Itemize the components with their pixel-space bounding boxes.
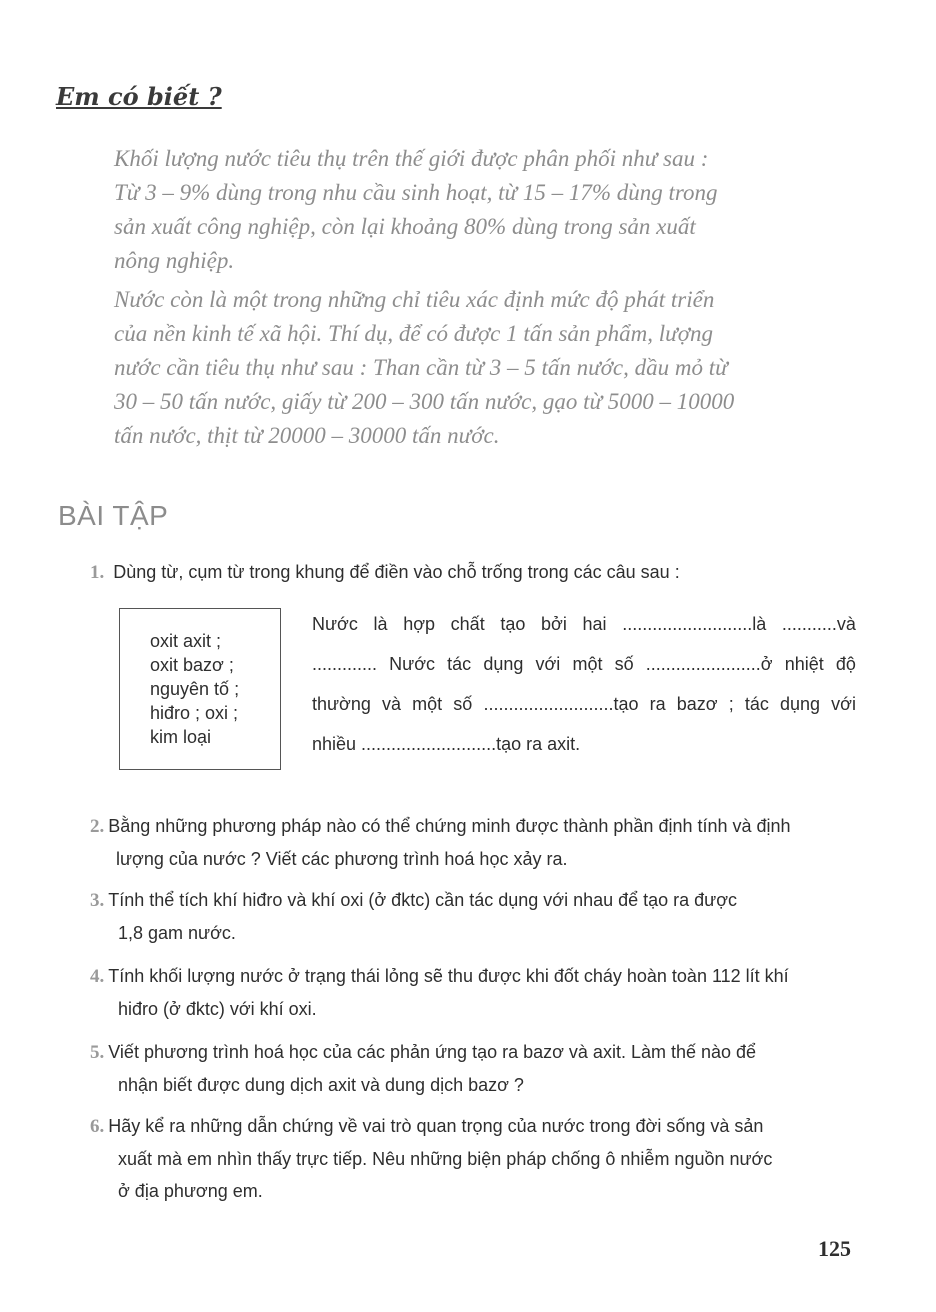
info-box-title: Em có biết ? bbox=[56, 82, 222, 111]
word: ............. bbox=[312, 654, 378, 674]
text-line: tấn nước, thịt từ 20000 – 30000 tấn nước. bbox=[114, 423, 500, 448]
word: với bbox=[831, 694, 856, 714]
page-number: 125 bbox=[818, 1236, 851, 1261]
fill-in-line bbox=[312, 734, 856, 755]
exercise-text: Hãy kể ra những dẫn chứng về vai trò quan trọng của nước trong đời sống và sản bbox=[108, 1116, 764, 1136]
exercise-text: 1,8 gam nước. bbox=[118, 923, 236, 943]
exercise-text: Viết phương trình hoá học của các phản ứng tạo ra bazơ và axit. Làm thế nào để bbox=[108, 1042, 757, 1062]
exercise-number: 5. bbox=[90, 1042, 105, 1063]
word: ; bbox=[728, 694, 734, 714]
word: tác bbox=[447, 654, 472, 674]
exercise-text: xuất mà em nhìn thấy trực tiếp. Nêu những biện pháp chống ô nhiễm nguồn nước bbox=[118, 1149, 773, 1169]
fill-in-line bbox=[312, 654, 856, 675]
word: hợp bbox=[403, 614, 436, 634]
exercise-1-prompt bbox=[90, 562, 680, 584]
word: bởi bbox=[541, 614, 567, 634]
word: tạo bbox=[500, 614, 526, 634]
word: nhiệt bbox=[784, 654, 824, 674]
word: với bbox=[535, 654, 561, 674]
exercise-number: 3. bbox=[90, 890, 105, 911]
word: ra bbox=[649, 694, 666, 714]
exercise-text: nhận biết được dung dịch axit và dung dịch bazơ ? bbox=[118, 1075, 524, 1095]
exercise-text: Tính khối lượng nước ở trạng thái lỏng sẽ thu được khi đốt cháy hoàn toàn 112 lít khí bbox=[108, 966, 789, 986]
word-box-item: nguyên tố ; bbox=[150, 679, 240, 699]
exercise-5 bbox=[90, 1036, 756, 1101]
text-line: nước cần tiêu thụ như sau : Than cần từ 3 – 5 tấn nước, dầu mỏ từ bbox=[114, 355, 728, 380]
word: dụng bbox=[780, 694, 821, 714]
exercise-text: lượng của nước ? Viết các phương trình hoá học xảy ra. bbox=[116, 849, 568, 869]
word: chất bbox=[450, 614, 485, 634]
exercise-number: 1. bbox=[90, 562, 105, 583]
word: số bbox=[614, 654, 634, 674]
text-line: Từ 3 – 9% dùng trong nhu cầu sinh hoạt, từ 15 – 17% dùng trong bbox=[114, 180, 718, 205]
word: thường bbox=[312, 694, 371, 714]
text-line: sản xuất công nghiệp, còn lại khoảng 80% dùng trong sản xuất bbox=[114, 214, 696, 239]
exercise-2 bbox=[90, 810, 791, 875]
text-line: nông nghiệp. bbox=[114, 248, 235, 273]
word: bazơ bbox=[676, 694, 718, 714]
word: là bbox=[373, 614, 388, 634]
word: số bbox=[453, 694, 473, 714]
exercise-number: 4. bbox=[90, 966, 105, 987]
exercise-text: Tính thể tích khí hiđro và khí oxi (ở đktc) cần tác dụng với nhau để tạo ra được bbox=[108, 890, 738, 910]
exercise-text: Bằng những phương pháp nào có thể chứng minh được thành phần định tính và định bbox=[108, 816, 791, 836]
text-line: của nền kinh tế xã hội. Thí dụ, để có được 1 tấn sản phẩm, lượng bbox=[114, 321, 713, 346]
exercise-3 bbox=[90, 884, 737, 949]
exercise-text: ở địa phương em. bbox=[118, 1181, 263, 1201]
word: và bbox=[382, 694, 402, 714]
word: ..........................là bbox=[622, 614, 767, 634]
info-paragraph-2 bbox=[114, 283, 804, 453]
text-line: Khối lượng nước tiêu thụ trên thế giới được phân phối như sau : bbox=[114, 146, 709, 171]
word: .......................ở bbox=[645, 654, 773, 674]
word: nhiều ...........................tạo ra axit. bbox=[312, 734, 581, 754]
exercise-number: 2. bbox=[90, 816, 105, 837]
exercise-number: 6. bbox=[90, 1116, 105, 1137]
word: hai bbox=[582, 614, 607, 634]
word: Nước bbox=[312, 614, 358, 634]
word-box-item: hiđro ; oxi ; bbox=[150, 703, 239, 723]
text-line: Nước còn là một trong những chỉ tiêu xác định mức độ phát triển bbox=[114, 287, 715, 312]
text-line: 30 – 50 tấn nước, giấy từ 200 – 300 tấn nước, gạo từ 5000 – 10000 bbox=[114, 389, 735, 414]
info-paragraph-1 bbox=[114, 142, 804, 278]
word: dụng bbox=[483, 654, 524, 674]
word-box-item: kim loại bbox=[150, 727, 212, 747]
exercise-6 bbox=[90, 1110, 772, 1207]
word: Nước bbox=[389, 654, 436, 674]
word: ..........................tạo bbox=[483, 694, 639, 714]
exercise-text: hiđro (ở đktc) với khí oxi. bbox=[118, 999, 317, 1019]
fill-in-line bbox=[312, 614, 856, 635]
word-box-item: oxit axit ; bbox=[150, 631, 222, 651]
word: độ bbox=[835, 654, 856, 674]
exercises-heading: BÀI TẬP bbox=[58, 500, 169, 531]
word: một bbox=[412, 694, 443, 714]
word: tác bbox=[744, 694, 769, 714]
word-box bbox=[119, 608, 281, 770]
word-box-item: oxit bazơ ; bbox=[150, 655, 234, 675]
exercise-4 bbox=[90, 960, 789, 1025]
word: ...........và bbox=[781, 614, 856, 634]
word: một bbox=[572, 654, 603, 674]
exercise-text: Dùng từ, cụm từ trong khung để điền vào chỗ trống trong các câu sau : bbox=[113, 562, 680, 582]
fill-in-line bbox=[312, 694, 856, 715]
